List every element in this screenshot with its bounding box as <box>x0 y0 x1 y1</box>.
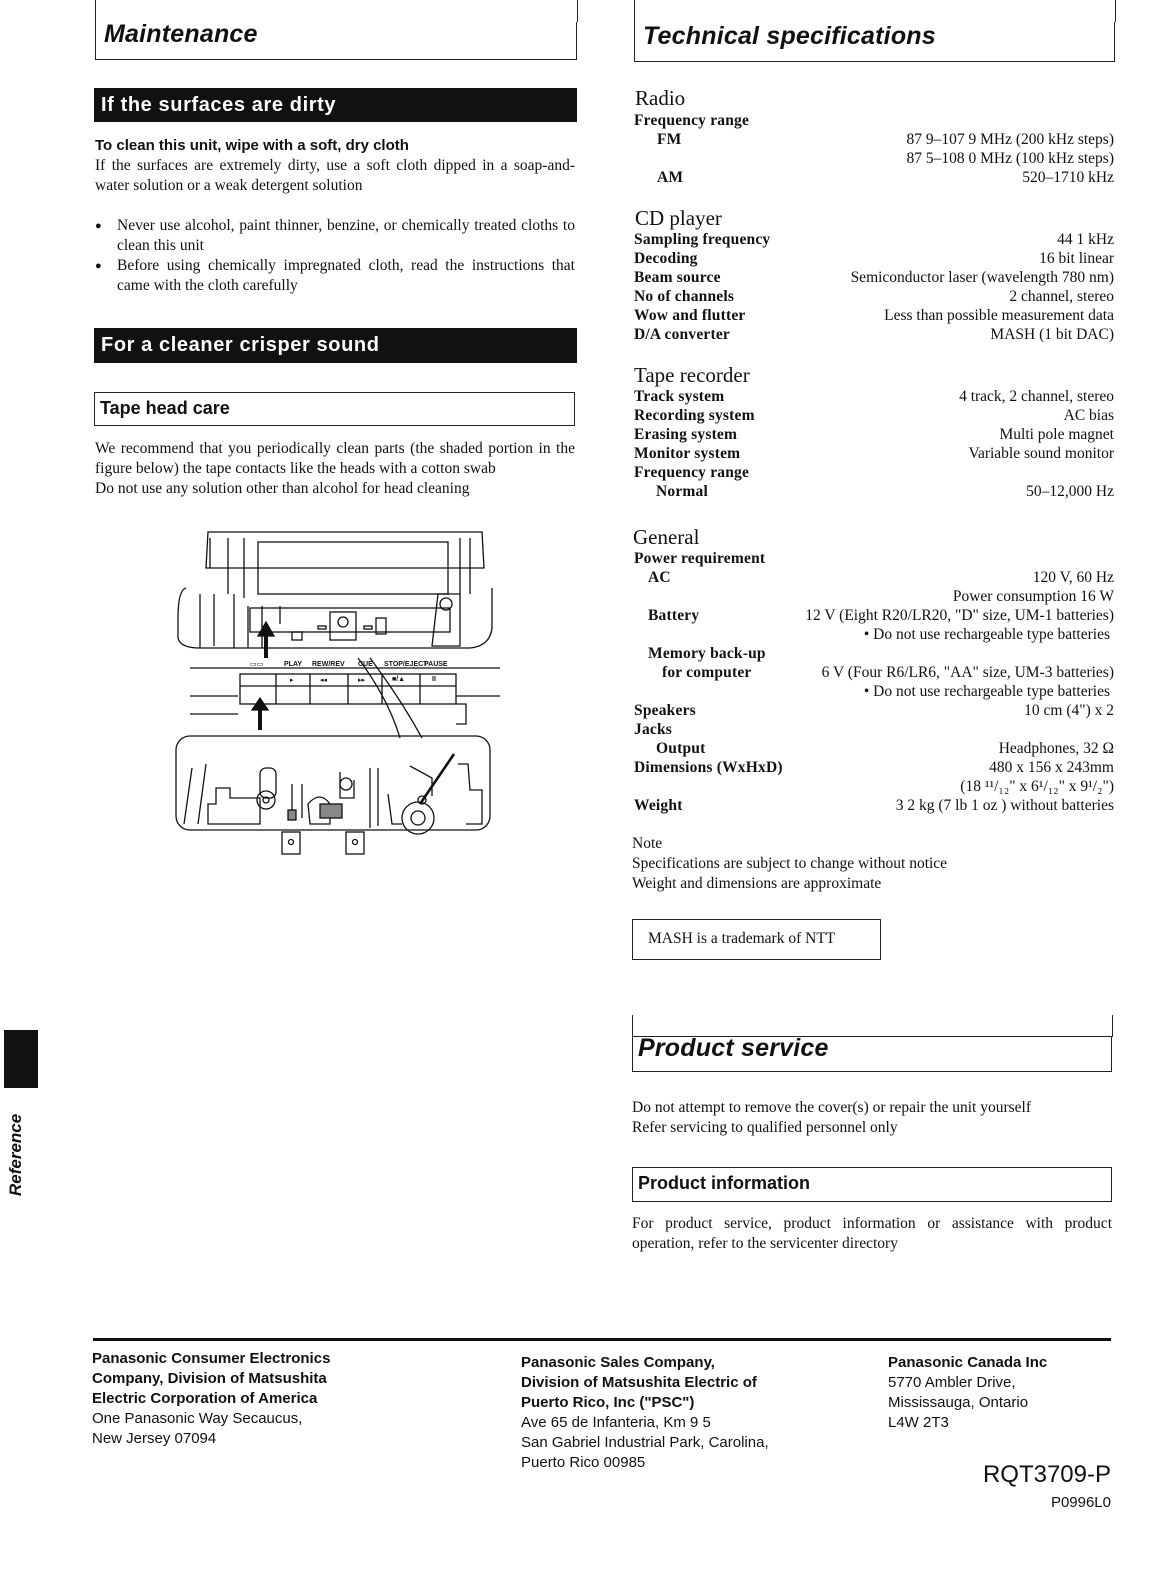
spec-row <box>634 701 1114 720</box>
spec-key: Battery <box>648 607 700 624</box>
address-ca <box>888 1353 1047 1433</box>
spec-value: 2 channel, stereo <box>1009 288 1114 305</box>
ctl-pause-label: PAUSE <box>424 661 448 668</box>
address-line: Electric Corporation of America <box>92 1390 318 1407</box>
spec-row <box>634 130 1114 149</box>
dirty-bullet: ● Before using chemically impregnated cloth, read the instructions that came with the cloth carefully <box>95 256 575 296</box>
spec-row <box>634 406 1114 425</box>
spec-value: 87 9–107 9 MHz (200 kHz steps) <box>906 131 1114 148</box>
spec-row <box>634 325 1114 344</box>
spec-key: Weight <box>634 797 683 814</box>
spec-row <box>634 663 1114 682</box>
dirty-lead: To clean this unit, wipe with a soft, dry cloth <box>95 137 409 154</box>
address-line: L4W 2T3 <box>888 1414 949 1431</box>
tech-specs-title-box <box>634 22 1115 62</box>
address-line: Panasonic Sales Company, <box>521 1354 715 1371</box>
spec-key: Frequency range <box>634 112 750 129</box>
spec-value: Headphones, 32 Ω <box>998 740 1114 757</box>
spec-note <box>632 834 1112 894</box>
spec-key: Output <box>656 740 706 757</box>
spec-key: Erasing system <box>634 426 738 443</box>
spec-row <box>634 268 1114 287</box>
spec-key: Jacks <box>634 721 673 738</box>
cleaner-sound-bar: For a cleaner crisper sound <box>94 328 577 363</box>
address-line: New Jersey 07094 <box>92 1430 217 1447</box>
spec-value: (18 ¹¹/₁₂" x 6¹/₁₂" x 9¹/₂") <box>960 778 1114 795</box>
dirty-bullets <box>95 216 575 296</box>
spec-value: 120 V, 60 Hz <box>1032 569 1114 586</box>
address-line: Puerto Rico, Inc ("PSC") <box>521 1394 695 1411</box>
ctl-ff-glyph: ▸▸ <box>358 677 366 684</box>
spec-row <box>634 720 1114 739</box>
spec-value: Less than possible measurement data <box>884 307 1114 324</box>
spec-row <box>634 644 1114 663</box>
spec-value: AC bias <box>1063 407 1114 424</box>
tape-deck-diagram <box>170 528 500 858</box>
product-service-text <box>632 1098 1112 1138</box>
trademark-box: MASH is a trademark of NTT <box>632 919 881 960</box>
tape-head-care-text <box>95 439 575 499</box>
address-line: Puerto Rico 00985 <box>521 1454 646 1471</box>
spec-value: 3 2 kg (7 lb 1 oz ) without batteries <box>895 797 1114 814</box>
spec-key: No of channels <box>634 288 735 305</box>
spec-row <box>634 111 1114 130</box>
spec-value: MASH (1 bit DAC) <box>990 326 1114 343</box>
spec-value: 480 x 156 x 243mm <box>989 759 1114 776</box>
address-line: One Panasonic Way Secaucus, <box>92 1410 303 1427</box>
document-code: RQT3709-P <box>982 1461 1111 1488</box>
spec-row <box>634 625 1114 644</box>
ctl-play-glyph: ▸ <box>290 677 294 684</box>
product-info-subhead: Product information <box>632 1167 1112 1202</box>
address-line: Panasonic Canada Inc <box>888 1354 1048 1371</box>
address-line: Mississauga, Ontario <box>888 1394 1029 1411</box>
note-line: Specifications are subject to change without notice <box>632 855 948 872</box>
spec-key: Memory back-up <box>648 645 766 662</box>
spec-row <box>634 249 1114 268</box>
spec-row <box>634 549 1114 568</box>
ctl-pause-glyph: II <box>432 676 436 683</box>
maintenance-title: Maintenance <box>104 20 258 48</box>
spec-key: Speakers <box>634 702 696 719</box>
address-pr <box>521 1353 769 1473</box>
spec-row <box>634 230 1114 249</box>
ctl-stop-label: STOP/EJECT <box>384 661 428 668</box>
ctl-stop-glyph: ■/▲ <box>392 676 406 683</box>
service-line: Refer servicing to qualified personnel only <box>632 1119 898 1136</box>
maintenance-title-box <box>95 22 577 60</box>
spec-key: Sampling frequency <box>634 231 771 248</box>
spec-value: 12 V (Eight R20/LR20, "D" size, UM-1 batteries) <box>805 607 1114 624</box>
spec-general-heading: General <box>633 525 700 549</box>
product-info-text: For product service, product information or assistance with product operation, refer to the servicenter directory <box>632 1215 1112 1252</box>
spec-key: AC <box>648 569 671 586</box>
tape-head-care-p1: We recommend that you periodically clean parts (the shaded portion in the figure below) the tape contacts like the heads with a cotton swab <box>95 440 575 477</box>
spec-value: • Do not use rechargeable type batteries <box>863 626 1110 643</box>
spec-key: Normal <box>656 483 708 500</box>
address-line: 5770 Ambler Drive, <box>888 1374 1016 1391</box>
product-service-title: Product service <box>638 1034 829 1062</box>
spec-radio-heading: Radio <box>635 86 686 110</box>
ctl-rew-label: REW/REV <box>312 661 345 668</box>
dirty-surfaces-bar: If the surfaces are dirty <box>94 88 577 122</box>
spec-key: Decoding <box>634 250 698 267</box>
spec-value: 44 1 kHz <box>1057 231 1114 248</box>
spec-value: • Do not use rechargeable type batteries <box>863 683 1110 700</box>
spec-row <box>634 149 1114 168</box>
spec-value: Semiconductor laser (wavelength 780 nm) <box>850 269 1114 286</box>
address-line: Division of Matsushita Electric of <box>521 1374 757 1391</box>
spec-value: 4 track, 2 channel, stereo <box>959 388 1114 405</box>
spec-row <box>634 425 1114 444</box>
spec-row <box>634 587 1114 606</box>
dirty-bullet: ● Never use alcohol, paint thinner, benzine, or chemically treated cloths to clean this unit <box>95 216 575 256</box>
reference-side-label: Reference <box>6 1113 25 1196</box>
spec-key: Track system <box>634 388 725 405</box>
tech-specs-title: Technical specifications <box>643 22 936 50</box>
spec-key: Wow and flutter <box>634 307 746 324</box>
ctl-tape-icon: ▭▭ <box>250 661 264 668</box>
spec-key: Monitor system <box>634 445 741 462</box>
ctl-rew-glyph: ◂◂ <box>320 677 328 684</box>
spec-value: 16 bit linear <box>1039 250 1114 267</box>
spec-value: 50–12,000 Hz <box>1026 483 1114 500</box>
note-heading: Note <box>632 835 663 852</box>
document-subcode: P0996L0 <box>1050 1494 1111 1511</box>
address-line: Panasonic Consumer Electronics <box>92 1350 331 1367</box>
spec-row <box>634 306 1114 325</box>
spec-key: for computer <box>662 664 752 681</box>
address-us <box>92 1349 330 1449</box>
spec-row <box>634 287 1114 306</box>
spec-key: AM <box>657 169 684 186</box>
reference-tab-marker <box>4 1030 38 1088</box>
tape-head-care-p2: Do not use any solution other than alcohol for head cleaning <box>95 480 470 497</box>
spec-row <box>634 777 1114 796</box>
spec-key: Frequency range <box>634 464 750 481</box>
spec-row <box>634 568 1114 587</box>
service-line: Do not attempt to remove the cover(s) or repair the unit yourself <box>632 1099 1031 1116</box>
spec-value: 6 V (Four R6/LR6, "AA" size, UM-3 batteries) <box>821 664 1114 681</box>
ctl-cue-label: CUE <box>358 661 373 668</box>
spec-key: Power requirement <box>634 550 766 567</box>
spec-row <box>634 482 1114 501</box>
spec-row <box>634 463 1114 482</box>
dirty-surfaces-section <box>95 136 575 296</box>
spec-row <box>634 444 1114 463</box>
ctl-play-label: PLAY <box>284 661 303 668</box>
spec-row <box>634 387 1114 406</box>
address-line: Company, Division of Matsushita <box>92 1370 327 1387</box>
spec-row <box>634 606 1114 625</box>
spec-key: Dimensions (WxHxD) <box>634 759 783 776</box>
spec-row <box>634 739 1114 758</box>
spec-row <box>634 758 1114 777</box>
spec-value: Variable sound monitor <box>968 445 1114 462</box>
spec-cd-heading: CD player <box>635 206 722 230</box>
spec-value: 520–1710 kHz <box>1022 169 1114 186</box>
footer-rule <box>93 1338 1111 1341</box>
spec-row <box>634 168 1114 187</box>
spec-row <box>634 682 1114 701</box>
tape-head-care-subhead: Tape head care <box>94 392 575 426</box>
spec-key: FM <box>657 131 682 148</box>
tape-deck-illustration <box>170 528 500 858</box>
dirty-text: If the surfaces are extremely dirty, use a soft cloth dipped in a soap-and-water solution or a weak detergent solution <box>95 157 575 194</box>
address-line: Ave 65 de Infanteria, Km 9 5 <box>521 1414 711 1431</box>
spec-value: Multi pole magnet <box>999 426 1114 443</box>
spec-row <box>634 796 1114 815</box>
spec-key: Beam source <box>634 269 721 286</box>
note-line: Weight and dimensions are approximate <box>632 875 882 892</box>
spec-key: D/A converter <box>634 326 730 343</box>
product-service-title-box <box>632 1036 1112 1072</box>
spec-value: 10 cm (4") x 2 <box>1024 702 1114 719</box>
spec-value: Power consumption 16 W <box>952 588 1114 605</box>
spec-tape-heading: Tape recorder <box>634 363 750 387</box>
spec-value: 87 5–108 0 MHz (100 kHz steps) <box>906 150 1114 167</box>
address-line: San Gabriel Industrial Park, Carolina, <box>521 1434 769 1451</box>
spec-key: Recording system <box>634 407 755 424</box>
